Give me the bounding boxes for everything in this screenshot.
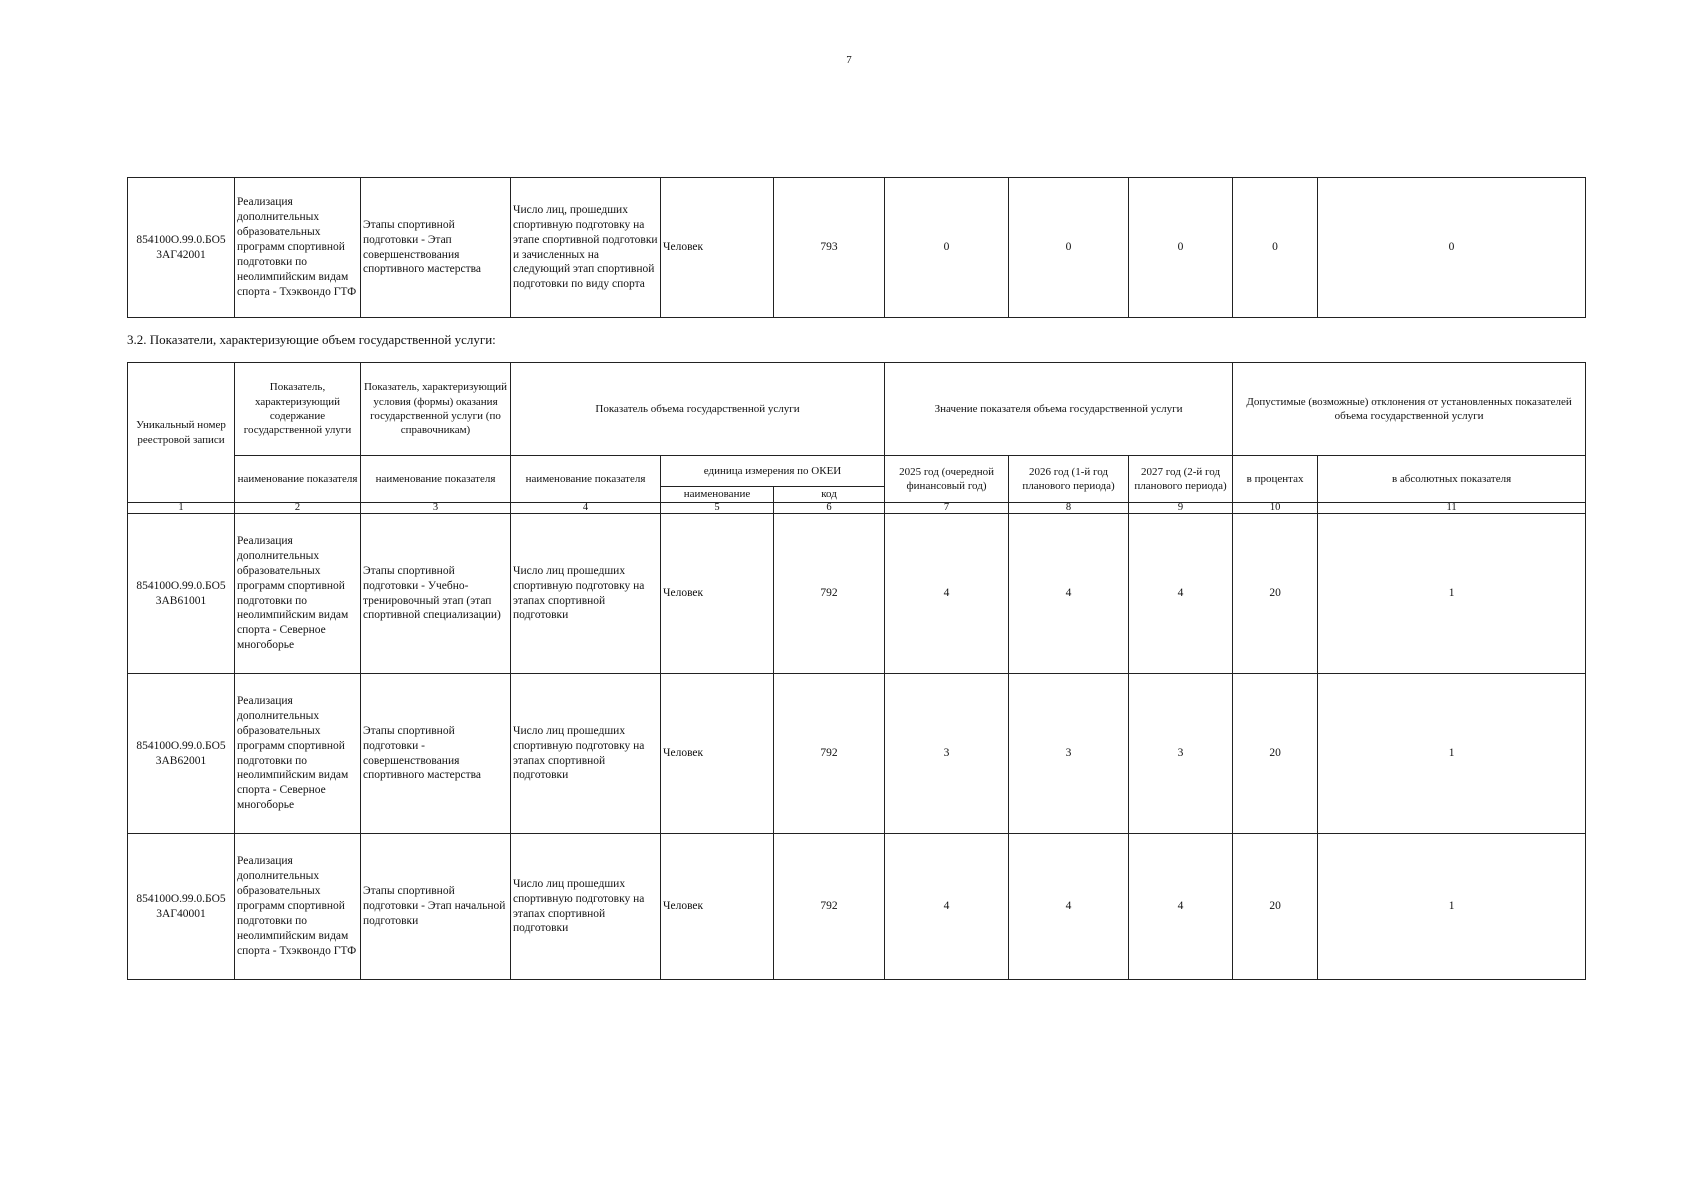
- column-index: 9: [1129, 503, 1233, 514]
- column-index: 10: [1233, 503, 1318, 514]
- header-deviation-absolute: в абсолютных показателя: [1318, 456, 1586, 503]
- content-cell: Реализация дополнительных образовательных программ спортивной подготовки по неолимпийским видам спорта - Тхэквондо ГТФ: [235, 834, 361, 980]
- reg-number-cell: 854100О.99.0.БО5 3АГ42001: [128, 178, 235, 318]
- table-row: [128, 674, 1586, 834]
- deviation-absolute-cell: 1: [1318, 514, 1586, 674]
- unit-cell: Человек: [661, 674, 774, 834]
- header-okei-code: код: [774, 486, 885, 502]
- deviation-absolute-cell: 1: [1318, 834, 1586, 980]
- column-index-row: [128, 503, 1586, 514]
- content-cell: Реализация дополнительных образовательных программ спортивной подготовки по неолимпийским видам спорта - Тхэквондо ГТФ: [235, 178, 361, 318]
- condition-cell: Этапы спортивной подготовки - Учебно-тренировочный этап (этап спортивной специализации): [361, 514, 511, 674]
- code-cell: 792: [774, 514, 885, 674]
- section-title: 3.2. Показатели, характеризующие объем государственной услуги:: [127, 332, 496, 347]
- value-2026-cell: 3: [1009, 674, 1129, 834]
- table-row: [128, 178, 1586, 318]
- column-index: 6: [774, 503, 885, 514]
- header-indicator-name: наименование показателя: [511, 456, 661, 503]
- value-2025-cell: 0: [885, 178, 1009, 318]
- table-row: [128, 834, 1586, 980]
- value-2025-cell: 4: [885, 834, 1009, 980]
- value-2026-cell: 0: [1009, 178, 1129, 318]
- column-index: 7: [885, 503, 1009, 514]
- header-reg-number: Уникальный номер реестровой записи: [128, 363, 235, 503]
- header-okei: единица измерения по ОКЕИ: [661, 456, 885, 487]
- header-2025: 2025 год (очередной финансовый год): [885, 456, 1009, 503]
- condition-cell: Этапы спортивной подготовки - Этап начальной подготовки: [361, 834, 511, 980]
- reg-number-cell: 854100О.99.0.БО5 3АВ61001: [128, 514, 235, 674]
- deviation-percent-cell: 20: [1233, 514, 1318, 674]
- header-deviation: Допустимые (возможные) отклонения от установленных показателей объема государственной услуги: [1233, 363, 1586, 456]
- deviation-percent-cell: 20: [1233, 674, 1318, 834]
- header-condition-name: наименование показателя: [361, 456, 511, 503]
- unit-cell: Человек: [661, 178, 774, 318]
- code-cell: 793: [774, 178, 885, 318]
- value-2027-cell: 4: [1129, 514, 1233, 674]
- code-cell: 792: [774, 834, 885, 980]
- header-2026: 2026 год (1-й год планового периода): [1009, 456, 1129, 503]
- column-index: 4: [511, 503, 661, 514]
- column-index: 8: [1009, 503, 1129, 514]
- volume-indicators-table: [127, 362, 1586, 980]
- content-cell: Реализация дополнительных образовательных программ спортивной подготовки по неолимпийским видам спорта - Северное многоборье: [235, 514, 361, 674]
- indicator-cell: Число лиц прошедших спортивную подготовку на этапах спортивной подготовки: [511, 674, 661, 834]
- indicator-cell: Число лиц, прошедших спортивную подготовку на этапе спортивной подготовки и зачисленных на следующий этап спортивной подготовки по виду спорта: [511, 178, 661, 318]
- unit-cell: Человек: [661, 834, 774, 980]
- header-volume: Показатель объема государственной услуги: [511, 363, 885, 456]
- value-2027-cell: 3: [1129, 674, 1233, 834]
- condition-cell: Этапы спортивной подготовки - совершенствования спортивного мастерства: [361, 674, 511, 834]
- indicator-cell: Число лиц прошедших спортивную подготовку на этапах спортивной подготовки: [511, 514, 661, 674]
- page-number: 7: [846, 54, 852, 66]
- header-content-name: наименование показателя: [235, 456, 361, 503]
- header-deviation-percent: в процентах: [1233, 456, 1318, 503]
- value-2026-cell: 4: [1009, 834, 1129, 980]
- column-index: 3: [361, 503, 511, 514]
- quality-indicators-table: [127, 177, 1586, 318]
- header-content: Показатель, характеризующий содержание государственной улуги: [235, 363, 361, 456]
- content-cell: Реализация дополнительных образовательных программ спортивной подготовки по неолимпийским видам спорта - Северное многоборье: [235, 674, 361, 834]
- value-2027-cell: 4: [1129, 834, 1233, 980]
- value-2025-cell: 3: [885, 674, 1009, 834]
- header-row-1: [128, 363, 1586, 456]
- header-okei-name: наименование: [661, 486, 774, 502]
- value-2025-cell: 4: [885, 514, 1009, 674]
- header-value: Значение показателя объема государственной услуги: [885, 363, 1233, 456]
- unit-cell: Человек: [661, 514, 774, 674]
- column-index: 1: [128, 503, 235, 514]
- deviation-absolute-cell: 1: [1318, 674, 1586, 834]
- value-2027-cell: 0: [1129, 178, 1233, 318]
- header-2027: 2027 год (2-й год планового периода): [1129, 456, 1233, 503]
- header-condition: Показатель, характеризующий условия (формы) оказания государственной услуги (по справочникам): [361, 363, 511, 456]
- code-cell: 792: [774, 674, 885, 834]
- value-2026-cell: 4: [1009, 514, 1129, 674]
- column-index: 2: [235, 503, 361, 514]
- reg-number-cell: 854100О.99.0.БО5 3АГ40001: [128, 834, 235, 980]
- column-index: 11: [1318, 503, 1586, 514]
- column-index: 5: [661, 503, 774, 514]
- condition-cell: Этапы спортивной подготовки - Этап совершенствования спортивного мастерства: [361, 178, 511, 318]
- table-row: [128, 514, 1586, 674]
- deviation-percent-cell: 0: [1233, 178, 1318, 318]
- header-row-2: [128, 456, 1586, 487]
- deviation-absolute-cell: 0: [1318, 178, 1586, 318]
- deviation-percent-cell: 20: [1233, 834, 1318, 980]
- reg-number-cell: 854100О.99.0.БО5 3АВ62001: [128, 674, 235, 834]
- indicator-cell: Число лиц прошедших спортивную подготовку на этапах спортивной подготовки: [511, 834, 661, 980]
